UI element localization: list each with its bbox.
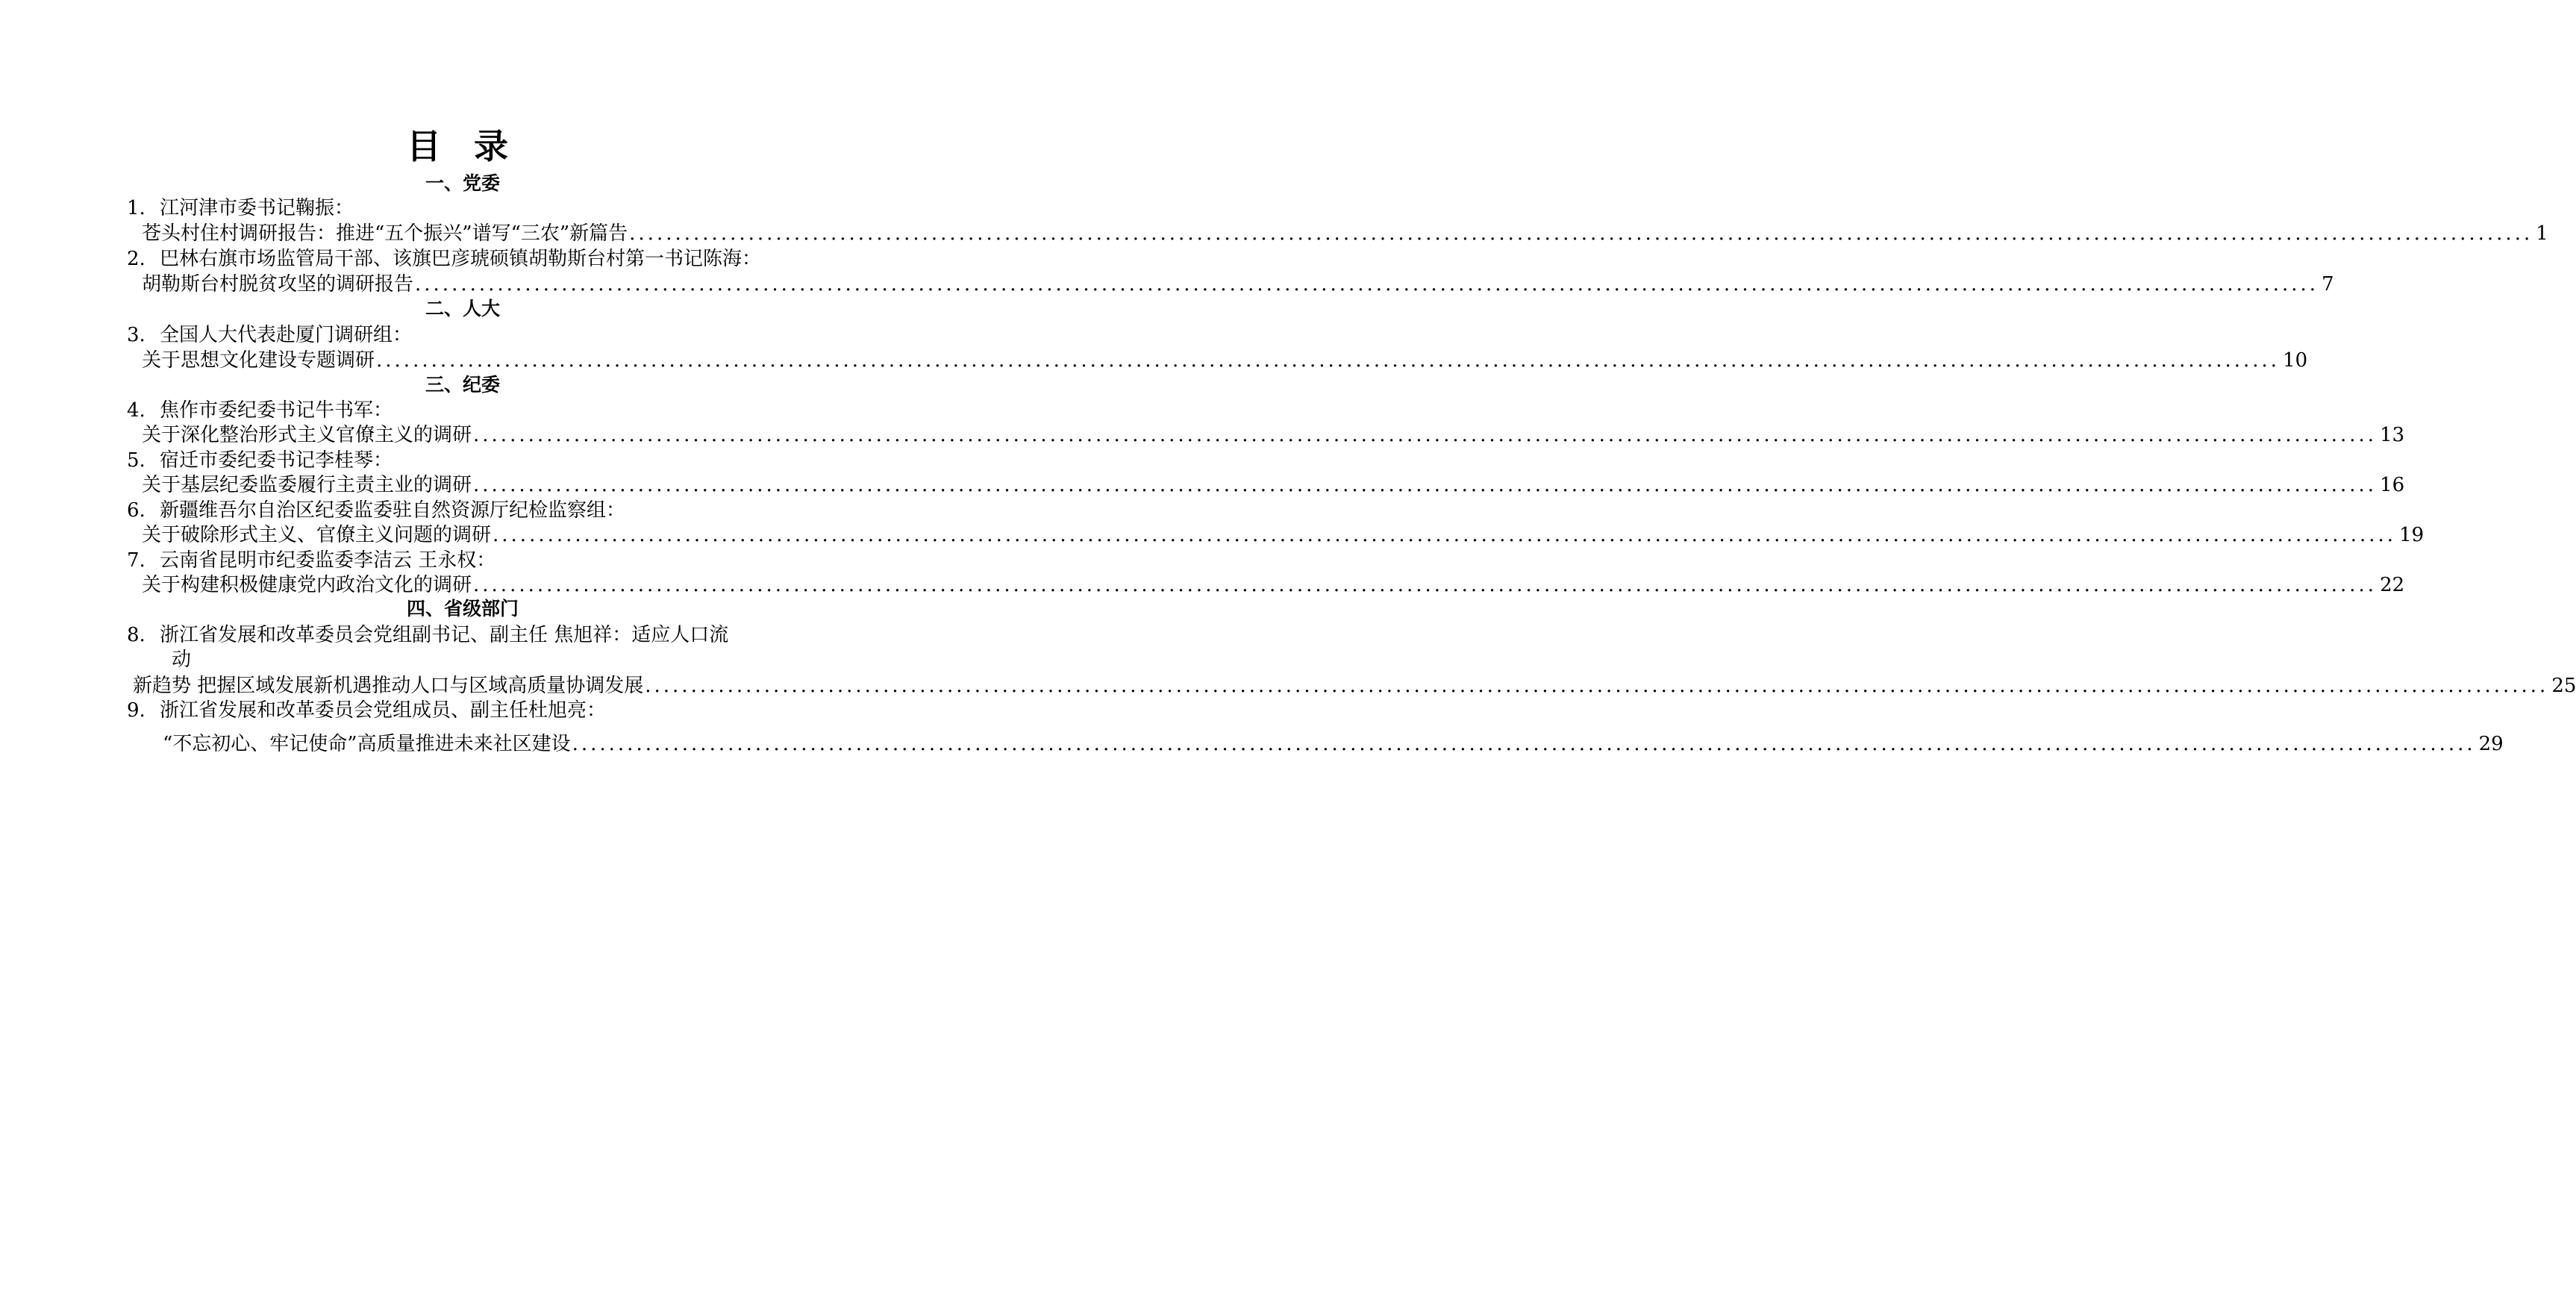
toc-entry-4-author [127,398,393,423]
entry-author: 江河津市委书记鞠振： [160,197,354,219]
entry-page-number: 10 [2283,349,2308,372]
toc-entry-2-author [127,246,761,272]
toc-entry-8-author [127,622,728,648]
toc-entry-4[interactable] [142,422,2405,448]
entry-number: 4. [127,399,146,422]
entry-title: 苍头村住村调研报告：推进“五个振兴”谱写“三农”新篇告 [142,222,628,245]
entry-number: 5. [127,449,146,472]
section-heading-party-committee: 一、党委 [425,172,500,194]
page-title: 目 录 [406,126,519,166]
leader-dots: ................................................................................................................................................................................................................ [629,222,2533,245]
leader-dots: ................................................................................................................................................................................................................ [493,524,2397,546]
entry-page-number: 22 [2380,574,2405,596]
entry-page-number: 29 [2478,733,2504,755]
toc-entry-9-author [127,698,606,723]
entry-page-number: 13 [2380,424,2405,446]
entry-author: 新疆维吾尔自治区纪委监委驻自然资源厅纪检监察组： [160,499,626,522]
toc-entry-6-author [127,498,625,523]
entry-author: 全国人大代表赴厦门调研组： [160,324,413,346]
section-heading-provincial-departments: 四、省级部门 [406,598,519,619]
entry-title: 关于破除形式主义、官僚主义问题的调研 [142,524,492,546]
toc-entry-5[interactable] [142,472,2405,498]
entry-author: 宿迁市委纪委书记李桂琴： [160,449,393,472]
entry-title: 关于基层纪委监委履行主责主业的调研 [142,474,472,496]
entry-number: 3. [127,324,146,346]
entry-page-number: 16 [2380,474,2405,496]
entry-number: 8. [127,624,146,646]
entry-number: 2. [127,248,146,270]
toc-entry-7-author [127,548,495,573]
leader-dots: ................................................................................................................................................................................................................ [572,733,2476,755]
toc-entry-7[interactable] [142,572,2405,598]
entry-author: 云南省昆明市纪委监委李洁云 王永权： [160,549,496,572]
entry-number: 9. [127,699,146,722]
entry-number: 6. [127,499,146,522]
leader-dots: ................................................................................................................................................................................................................ [415,273,2319,296]
entry-page-number: 19 [2399,524,2425,546]
entry-title: 新趋势 把握区域发展新机遇推动人口与区域高质量协调发展 [133,675,644,697]
toc-entry-8[interactable] [133,673,2576,699]
entry-title: 关于构建积极健康党内政治文化的调研 [142,574,472,596]
entry-author: 巴林右旗市场监管局干部、该旗巴彦琥硕镇胡勒斯台村第一书记陈海： [160,248,762,270]
entry-author: 焦作市委纪委书记牛书军： [160,399,393,422]
entry-author: 浙江省发展和改革委员会党组副书记、副主任 焦旭祥：适应人口流 [160,624,729,646]
entry-author: 浙江省发展和改革委员会党组成员、副主任杜旭亮： [160,699,607,722]
leader-dots: ................................................................................................................................................................................................................ [473,424,2378,446]
toc-entry-6[interactable] [142,522,2425,548]
entry-title: 胡勒斯台村脱贫攻坚的调研报告 [142,273,414,296]
section-heading-discipline: 三、纪委 [425,374,500,396]
toc-entry-3[interactable] [142,348,2308,373]
entry-title: 关于思想文化建设专题调研 [142,349,375,372]
toc-entry-1-author [127,196,354,221]
section-heading-npc: 二、人大 [425,298,500,319]
entry-title: 关于深化整治形式主义官僚主义的调研 [142,424,472,446]
leader-dots: ................................................................................................................................................................................................................ [376,349,2280,372]
entry-page-number: 25 [2551,675,2576,697]
toc-entry-9[interactable] [163,731,2504,757]
entry-number: 7. [127,549,146,572]
entry-author-continuation: 动 [172,649,192,671]
toc-entry-2[interactable] [142,272,2334,297]
entry-page-number: 7 [2322,273,2334,296]
entry-page-number: 1 [2536,222,2548,245]
toc-entry-3-author [127,322,412,348]
leader-dots: ................................................................................................................................................................................................................ [473,574,2378,596]
leader-dots: ................................................................................................................................................................................................................ [473,474,2378,496]
leader-dots: ................................................................................................................................................................................................................ [645,675,2549,697]
toc-entry-1[interactable] [142,221,2548,246]
entry-number: 1. [127,197,146,219]
toc-entry-5-author [127,448,393,473]
entry-title: “不忘初心、牢记使命”高质量推进未来社区建设 [163,733,571,755]
